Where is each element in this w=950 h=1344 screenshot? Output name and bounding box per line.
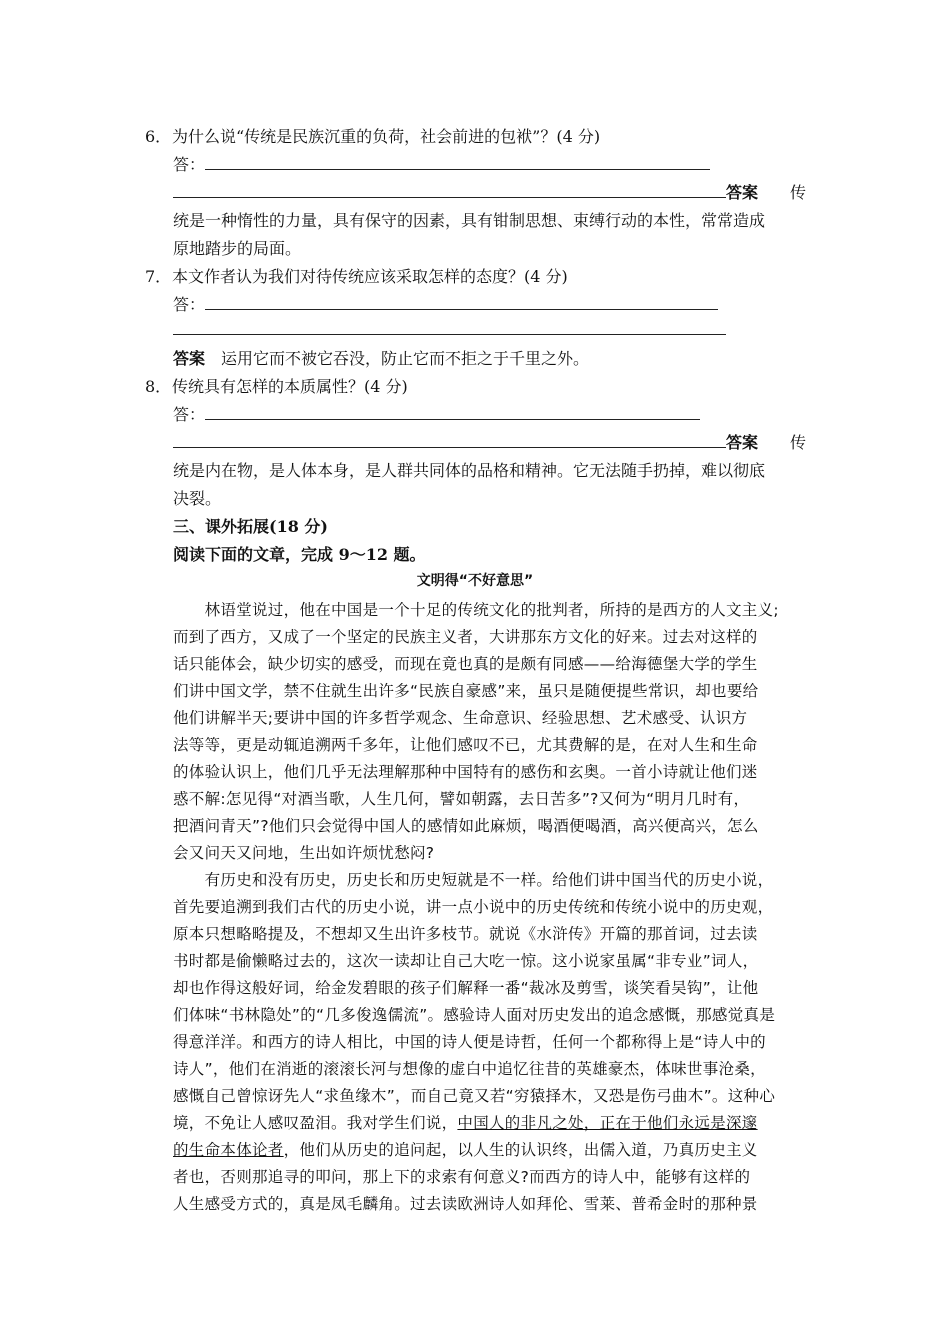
underlined-sentence-part-2: 的生命本体论者	[173, 1141, 284, 1159]
q6-answer-text-2: 原地踏步的局面。	[173, 239, 302, 258]
q6-answer-label: 答案	[726, 183, 759, 202]
article-line: 有历史和没有历史，历史长和历史短就是不一样。给他们讲中国当代的历史小说，	[173, 871, 774, 889]
q7-answer-blank-1[interactable]	[205, 293, 718, 310]
q6-number: 6．	[145, 127, 172, 146]
article-line: 首先要追溯到我们古代的历史小说，讲一点小说中的历史传统和传统小说中的历史观，	[173, 898, 774, 916]
article-line: 们体味“书林隐处”的“几多俊逸儒流”。感验诗人面对历史发出的追念感慨，那感觉真是	[173, 1006, 776, 1024]
q8-answer-blank-2[interactable]	[173, 431, 726, 448]
article-line: 得意洋洋。和西方的诗人相比，中国的诗人便是诗哲，任何一个都称得上是“诗人中的	[173, 1033, 766, 1051]
q8-question-line	[145, 374, 408, 397]
q7-number: 7．	[145, 267, 172, 286]
q6-answer-blank-2[interactable]	[173, 181, 726, 198]
q8-question: 传统具有怎样的本质属性？(4 分)	[172, 377, 408, 396]
article-line: 话只能体会，缺少切实的感受，而现在竟也真的是颇有同感——给海德堡大学的学生	[173, 655, 758, 673]
q8-answer-first: 传	[790, 433, 807, 452]
section-instruction: 阅读下面的文章，完成 9～12 题。	[173, 545, 426, 564]
q8-number: 8．	[145, 377, 172, 396]
q6-question: 为什么说“传统是民族沉重的负荷，社会前进的包袱”？(4 分)	[172, 127, 601, 146]
q7-answer-text: 运用它而不被它吞没，防止它而不拒之于千里之外。	[221, 349, 590, 368]
q8-answer-text-1: 统是内在物，是人体本身，是人群共同体的品格和精神。它无法随手扔掉，难以彻底	[173, 461, 766, 480]
q8-answer-label: 答案	[726, 433, 759, 452]
article-line: 们讲中国文学，禁不住就生出许多“民族自豪感”来，虽只是随便提些常识，却也要给	[173, 682, 759, 700]
q6-answer-prefix: 答：	[173, 155, 206, 174]
q6-answer-line-2	[173, 180, 806, 203]
q7-answer-line-1	[173, 292, 718, 315]
article-line: 惑不解:怎见得“对酒当歌，人生几何，譬如朝露，去日苦多”?又何为“明月几时有，	[173, 790, 750, 808]
q6-question-line	[145, 124, 600, 147]
q8-answer-blank-1[interactable]	[205, 403, 700, 420]
article-line: 而到了西方，又成了一个坚定的民族主义者，大讲那东方文化的好来。过去对这样的	[173, 628, 758, 646]
q7-answer-line-2	[173, 318, 726, 339]
q8-answer-prefix: 答：	[173, 405, 206, 424]
article-line: 感慨自己曾惊讶先人“求鱼缘木”，而自己竟又若“穷猿择木，又恐是伤弓曲木”。这种心	[173, 1087, 776, 1105]
q7-answer-line	[173, 346, 589, 369]
q8-answer-line-2	[173, 430, 806, 453]
article-line-21	[173, 1138, 758, 1160]
article-line: 的体验认识上，他们几乎无法理解那种中国特有的感伤和玄奥。一首小诗就让他们迷	[173, 763, 758, 781]
article-line: 林语堂说过，他在中国是一个十足的传统文化的批判者，所持的是西方的人文主义;	[173, 601, 779, 619]
article-line: 会又问天又问地，生出如许烦忧愁闷?	[173, 844, 435, 862]
article-line: 把酒问青天”?他们只会觉得中国人的感情如此麻烦，喝酒便喝酒，高兴便高兴，怎么	[173, 817, 759, 835]
q6-answer-blank-1[interactable]	[205, 153, 710, 170]
section-heading: 三、课外拓展(18 分)	[173, 517, 328, 536]
q7-question-line	[145, 264, 568, 287]
underlined-sentence-part-1: 中国人的非凡之处，正在于他们永远是深邃	[457, 1114, 758, 1132]
q8-answer-line-1	[173, 402, 700, 425]
q7-answer-label: 答案	[173, 349, 206, 368]
article-line-20	[173, 1111, 758, 1133]
article-line: 诗人”，他们在消逝的滚滚长河与想像的虚白中追忆往昔的英雄豪杰，体味世事沧桑，	[173, 1060, 766, 1078]
q6-answer-text-1: 统是一种惰性的力量，具有保守的因素，具有钳制思想、束缚行动的本性，常常造成	[173, 211, 766, 230]
article-line: 却也作得这般好词，给金发碧眼的孩子们解释一番“裁冰及剪雪，谈笑看吴钩”，让他	[173, 979, 759, 997]
article-line: 书时都是偷懒略过去的，这次一读却让自己大吃一惊。这小说家虽属“非专业”词人，	[173, 952, 759, 970]
q6-answer-line-1	[173, 152, 710, 175]
article-line: 他们讲解半天;要讲中国的许多哲学观念、生命意识、经验思想、艺术感受、认识方	[173, 709, 748, 727]
article-line: 原本只想略略提及，不想却又生出许多枝节。就说《水浒传》开篇的那首词，过去读	[173, 925, 758, 943]
q6-answer-first: 传	[790, 183, 807, 202]
q7-answer-prefix: 答：	[173, 295, 206, 314]
article-line: 人生感受方式的，真是凤毛麟角。过去读欧洲诗人如拜伦、雪莱、普希金时的那种景	[173, 1195, 758, 1213]
q7-question: 本文作者认为我们对待传统应该采取怎样的态度？(4 分)	[172, 267, 568, 286]
q7-answer-blank-2[interactable]	[173, 318, 726, 335]
article-line: 法等等，更是动辄追溯两千多年，让他们感叹不已，尤其费解的是，在对人生和生命	[173, 736, 758, 754]
q8-answer-text-2: 决裂。	[173, 489, 222, 508]
article-line-20-text: 境，不免让人感叹盈泪。我对学生们说，	[173, 1114, 458, 1132]
article-line-21-text: ，他们从历史的追问起，以人生的认识终，出儒入道，乃真历史主义	[283, 1141, 758, 1159]
article-title: 文明得“不好意思”	[416, 573, 534, 589]
article-line: 者也，否则那追寻的叩问，那上下的求索有何意义?而西方的诗人中，能够有这样的	[173, 1168, 751, 1186]
